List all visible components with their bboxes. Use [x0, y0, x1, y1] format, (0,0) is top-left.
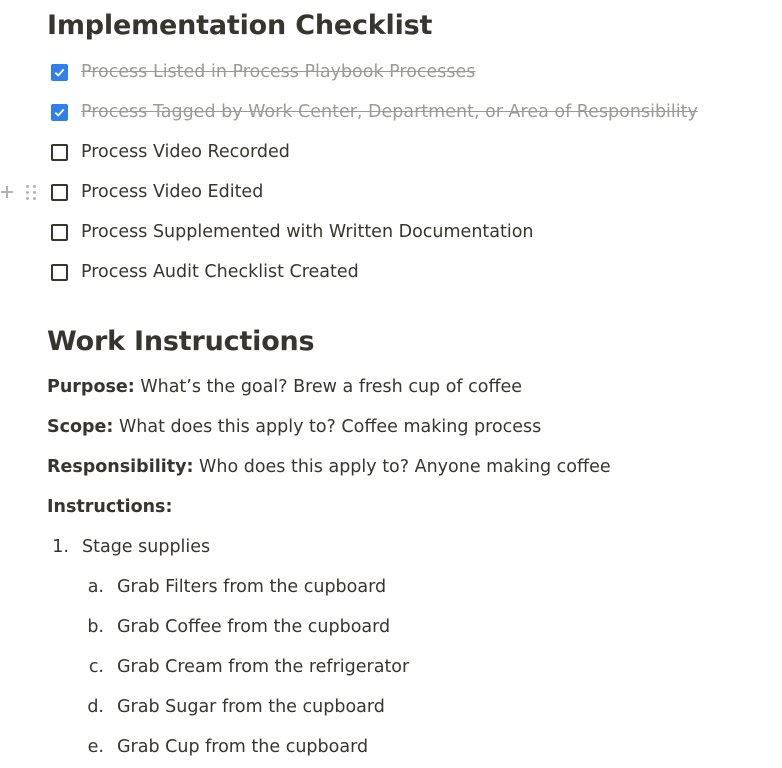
implementation-checklist-heading: Implementation Checklist — [47, 10, 433, 41]
checkbox-checked-icon[interactable] — [51, 104, 68, 121]
responsibility-label: Responsibility: — [47, 457, 194, 477]
todo-item-listed[interactable] — [51, 58, 475, 86]
list-item-text: Grab Cup from the cupboard — [117, 737, 369, 757]
list-item — [82, 737, 368, 757]
todo-item-audit[interactable] — [51, 258, 359, 286]
work-instructions-heading: Work Instructions — [47, 326, 315, 357]
list-item-text: Grab Filters from the cupboard — [117, 577, 387, 597]
todo-item-video-recorded[interactable] — [51, 138, 290, 166]
list-marker: a. — [87, 577, 104, 597]
checkbox-unchecked-icon[interactable] — [51, 224, 68, 241]
list-item-text: Grab Cream from the refrigerator — [117, 657, 410, 677]
todo-item-supplemented[interactable] — [51, 218, 534, 246]
todo-label: Process Audit Checklist Created — [81, 262, 359, 282]
checkbox-unchecked-icon[interactable] — [51, 144, 68, 161]
list-item-text: Grab Coffee from the cupboard — [117, 617, 391, 637]
purpose-text: What’s the goal? Brew a fresh cup of coffee — [134, 377, 523, 397]
todo-item-tagged[interactable] — [51, 98, 698, 126]
list-item — [82, 617, 390, 637]
list-item — [82, 577, 386, 597]
checkbox-unchecked-icon[interactable] — [51, 184, 68, 201]
list-item — [82, 697, 385, 717]
list-marker: b. — [87, 617, 104, 637]
checkbox-checked-icon[interactable] — [51, 64, 68, 81]
list-marker: d. — [87, 697, 104, 717]
list-item — [47, 537, 210, 557]
scope-label: Scope: — [47, 417, 114, 437]
block-controls — [0, 182, 40, 202]
todo-label: Process Video Edited — [81, 182, 264, 202]
list-item-text: Stage supplies — [82, 537, 211, 557]
todo-label: Process Video Recorded — [81, 142, 290, 162]
list-marker: e. — [87, 737, 104, 757]
add-block-icon[interactable] — [1, 186, 13, 198]
responsibility-text: Who does this apply to? Anyone making coffee — [193, 457, 611, 477]
todo-label: Process Tagged by Work Center, Department, or Area of Responsibility — [81, 102, 698, 122]
todo-label: Process Listed in Process Playbook Processes — [81, 62, 476, 82]
todo-item-video-edited[interactable] — [51, 178, 263, 206]
instructions-paragraph — [47, 497, 172, 517]
todo-label: Process Supplemented with Written Documentation — [81, 222, 534, 242]
list-number: 1. — [52, 537, 69, 557]
list-item-text: Grab Sugar from the cupboard — [117, 697, 385, 717]
list-marker: c. — [88, 657, 104, 677]
scope-paragraph — [47, 417, 541, 437]
checkbox-unchecked-icon[interactable] — [51, 264, 68, 281]
scope-text: What does this apply to? Coffee making process — [113, 417, 542, 437]
purpose-label: Purpose: — [47, 377, 135, 397]
instructions-label: Instructions: — [47, 497, 173, 517]
list-item — [82, 657, 409, 677]
drag-handle-icon[interactable] — [26, 185, 37, 200]
purpose-paragraph — [47, 377, 522, 397]
responsibility-paragraph — [47, 457, 611, 477]
